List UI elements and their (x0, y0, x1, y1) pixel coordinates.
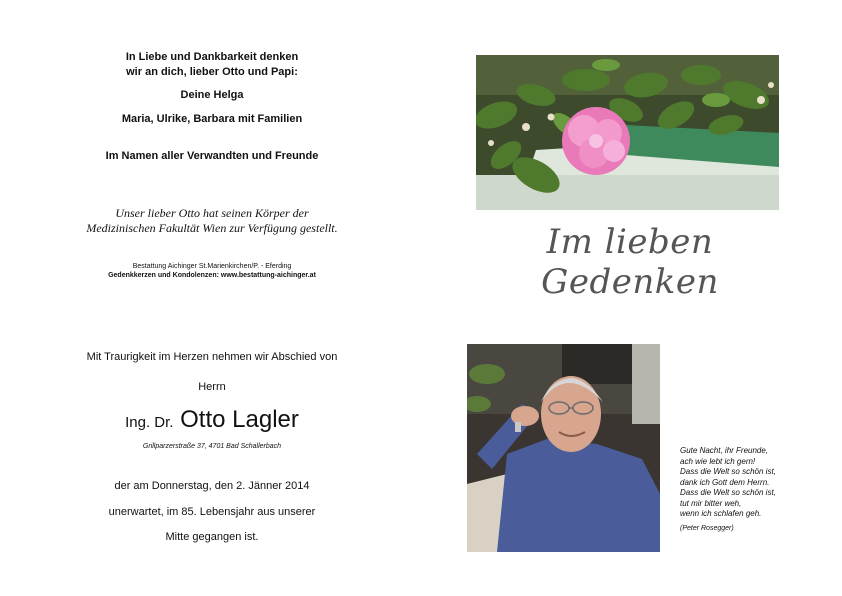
age-line-2: Mitte gegangen ist. (165, 531, 259, 543)
undertaker-line-1: Bestattung Aichinger St.Marienkirchen/P. - Eferding (132, 263, 292, 270)
script-heading: Im lieben Gedenken (541, 222, 719, 302)
name-main: Otto Lagler (180, 406, 299, 433)
poem-author: (Peter Rosegger) (680, 525, 734, 532)
address: Grillparzerstraße 37, 4701 Bad Schallerbach (142, 443, 282, 450)
donation-note (60, 206, 364, 236)
age-line-1: unerwartet, im 85. Lebensjahr aus unserer (108, 506, 316, 518)
thanks-heading (80, 50, 344, 80)
poem-line: wenn ich schlafen geh. (680, 509, 762, 518)
undertaker-info (80, 262, 344, 280)
poem-line: ach wie lebt ich gern! (680, 456, 756, 466)
date-line: der am Donnerstag, den 2. Jänner 2014 (114, 480, 310, 492)
relatives-line: Im Namen aller Verwandten und Freunde (105, 150, 319, 162)
farewell-line: Mit Traurigkeit im Herzen nehmen wir Abschied von (86, 351, 338, 363)
salutation: Herrn (198, 381, 226, 393)
poem-line: tut mir bitter weh, (680, 498, 742, 508)
poem-line: dank ich Gott dem Herrn. (680, 477, 770, 487)
poem-line: Dass die Welt so schön ist, (680, 467, 776, 476)
poem (680, 446, 820, 520)
poem-line: Gute Nacht, ihr Freunde, (680, 446, 769, 455)
name-title: Ing. Dr. (125, 414, 174, 431)
wife-name: Deine Helga (180, 89, 244, 101)
children-line: Maria, Ulrike, Barbara mit Familien (121, 113, 303, 125)
thanks-line-1: In Liebe und Dankbarkeit denken (125, 51, 299, 63)
poem-line: Dass die Welt so schön ist, (680, 488, 776, 497)
deceased-name (60, 406, 364, 434)
donation-line-1: Unser lieber Otto hat seinen Körper der (115, 206, 309, 220)
pink-flower-photo (476, 55, 779, 210)
portrait-photo (467, 344, 660, 552)
donation-line-2: Medizinischen Fakultät Wien zur Verfügung gestellt. (86, 221, 338, 235)
undertaker-line-2: Gedenkkerzen und Kondolenzen: www.bestattung-aichinger.at (108, 272, 316, 279)
thanks-line-2: wir an dich, lieber Otto und Papi: (126, 66, 298, 78)
